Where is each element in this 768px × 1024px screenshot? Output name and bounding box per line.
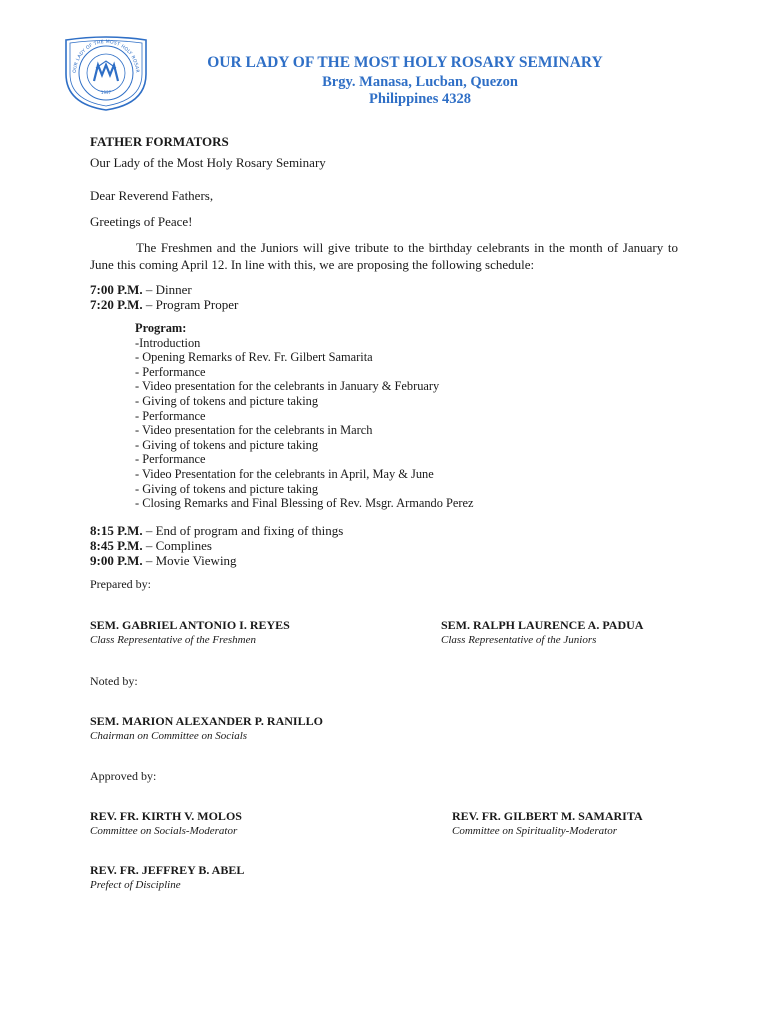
seminary-name: OUR LADY OF THE MOST HOLY ROSARY SEMINARY (207, 54, 603, 71)
greeting: Greetings of Peace! (90, 214, 193, 229)
schedule-item (90, 297, 238, 312)
salutation: Dear Reverend Fathers, (90, 188, 214, 203)
program-item: - Closing Remarks and Final Blessing of Rev. Msgr. Armando Perez (135, 496, 474, 511)
schedule-item (90, 553, 237, 568)
schedule-activity: – Program Proper (142, 297, 239, 312)
program-item: -Introduction (135, 335, 201, 350)
program-item: - Giving of tokens and picture taking (135, 481, 319, 496)
schedule-time: 7:00 P.M. (90, 282, 143, 297)
signatory-name: REV. FR. JEFFREY B. ABEL (90, 863, 245, 877)
schedule-activity: – Movie Viewing (142, 553, 237, 568)
program-item: - Opening Remarks of Rev. Fr. Gilbert Samarita (135, 350, 373, 365)
approved-by-label: Approved by: (90, 769, 157, 783)
signatory-role: Committee on Socials-Moderator (90, 825, 238, 837)
program-item: - Performance (135, 452, 206, 467)
body-paragraph (90, 239, 678, 273)
schedule-time: 9:00 P.M. (90, 553, 143, 568)
signatory-name: REV. FR. KIRTH V. MOLOS (90, 809, 242, 823)
signatory-role: Chairman on Committee on Socials (90, 730, 248, 742)
schedule-activity: – Dinner (142, 282, 192, 297)
schedule-time: 8:15 P.M. (90, 523, 143, 538)
schedule-item (90, 282, 192, 297)
program-item: - Giving of tokens and picture taking (135, 393, 319, 408)
signatory-name: SEM. RALPH LAURENCE A. PADUA (441, 618, 644, 632)
signatory-name: REV. FR. GILBERT M. SAMARITA (452, 809, 643, 823)
program-heading: Program: (135, 321, 187, 335)
signatory-role: Class Representative of the Juniors (441, 634, 597, 646)
signatory-name: SEM. GABRIEL ANTONIO I. REYES (90, 618, 290, 632)
schedule-time: 7:20 P.M. (90, 297, 143, 312)
recipient-title: FATHER FORMATORS (90, 134, 229, 149)
schedule-item (90, 523, 343, 538)
seal-year: 1997 (100, 90, 112, 95)
program-list (135, 321, 474, 511)
schedule-activity: – End of program and fixing of things (142, 523, 344, 538)
schedule-item (90, 538, 212, 553)
signatory-role: Committee on Spirituality-Moderator (452, 825, 617, 837)
seal-text: OUR LADY OF THE MOST HOLY ROSAR (72, 39, 140, 74)
program-item: - Video Presentation for the celebrants in April, May & June (135, 466, 434, 481)
address-line-1: Brgy. Manasa, Lucban, Quezon (322, 74, 518, 90)
schedule-activity: – Complines (142, 538, 212, 553)
signatory-role: Prefect of Discipline (90, 879, 181, 891)
program-item: - Performance (135, 408, 206, 423)
seminary-seal-logo (62, 34, 150, 112)
program-item: - Video presentation for the celebrants in March (135, 423, 373, 438)
prepared-by-label: Prepared by: (90, 577, 151, 591)
signatory-role: Class Representative of the Freshmen (90, 634, 256, 646)
program-item: - Giving of tokens and picture taking (135, 437, 319, 452)
program-item: - Performance (135, 364, 206, 379)
noted-by-label: Noted by: (90, 674, 138, 688)
address-line-2: Philippines 4328 (369, 91, 471, 107)
program-item: - Video presentation for the celebrants in January & February (135, 379, 440, 394)
schedule-time: 8:45 P.M. (90, 538, 143, 553)
recipient-org: Our Lady of the Most Holy Rosary Seminary (90, 155, 326, 170)
body-text: The Freshmen and the Juniors will give tribute to the birthday celebrants in the month of January to June this coming April 12. In line with this, we are proposing the following schedule: (90, 240, 678, 272)
signatory-name: SEM. MARION ALEXANDER P. RANILLO (90, 714, 323, 728)
